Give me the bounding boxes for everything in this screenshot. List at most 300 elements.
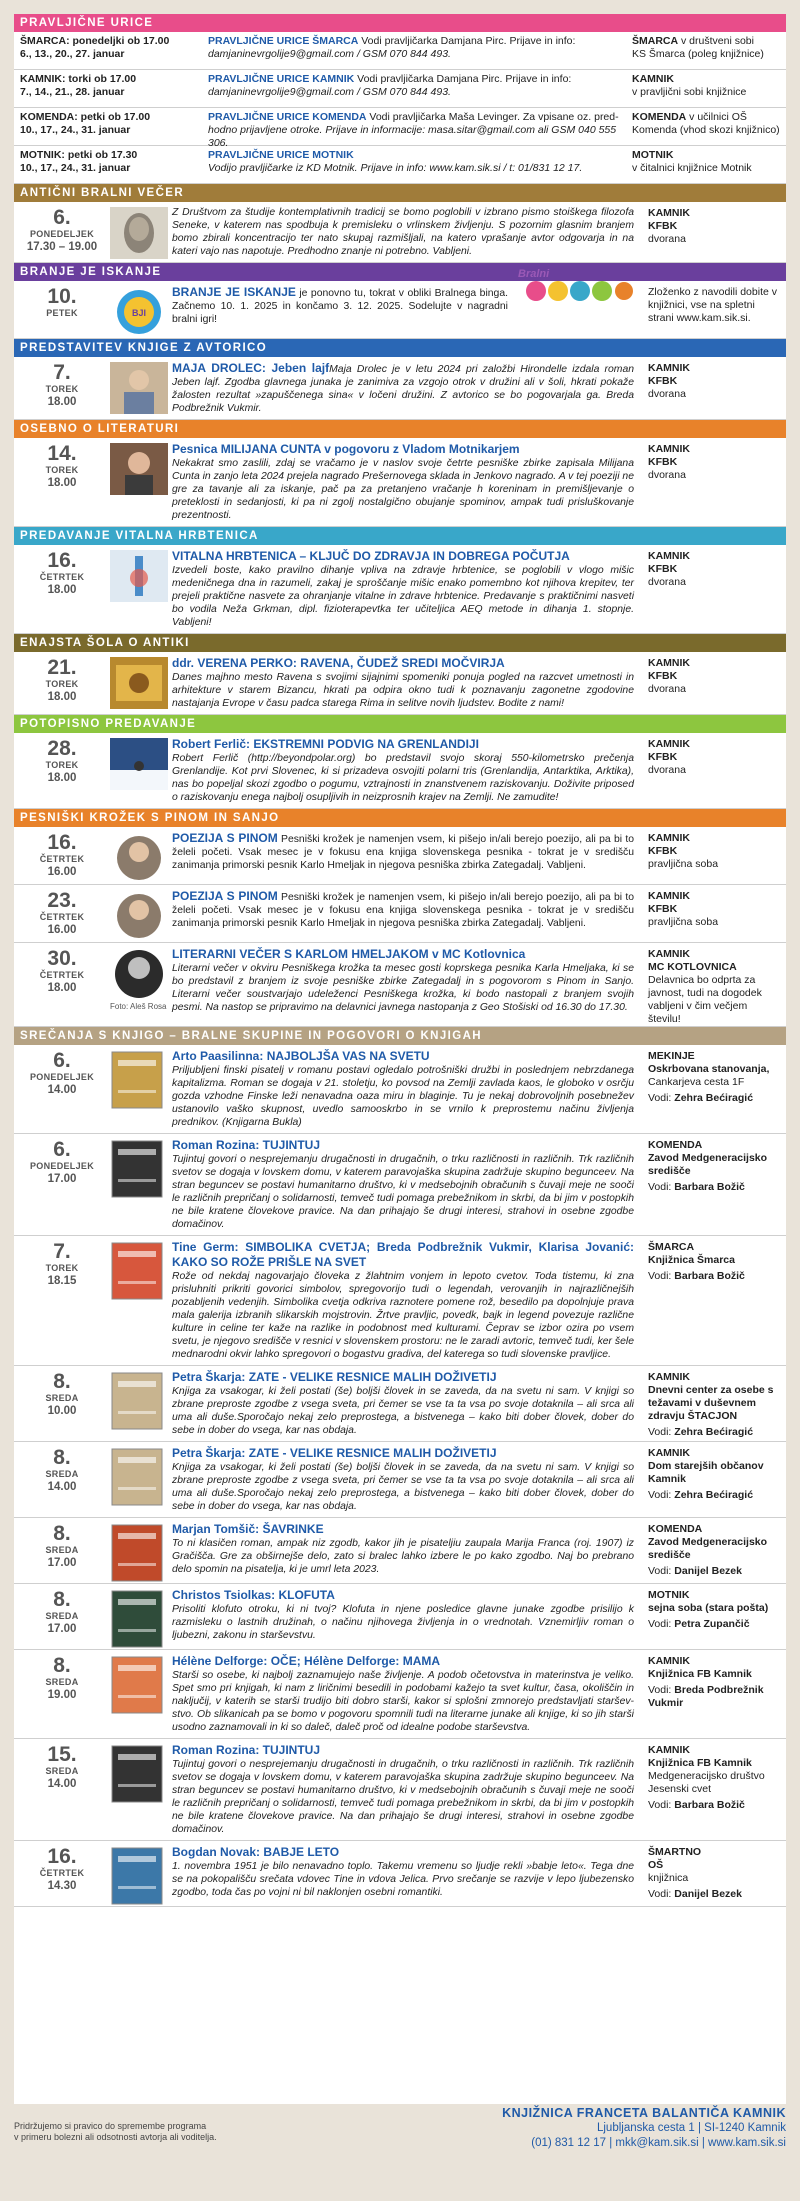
event-weekday: TOREK <box>45 384 79 394</box>
event-title[interactable]: LITERARNI VEČER S KARLOM HMELJAKOM v MC Kotlovnica <box>172 947 526 961</box>
event-time: 16.00 <box>47 866 77 878</box>
book-cover-image <box>110 1134 172 1235</box>
book-group-row <box>14 1134 786 1236</box>
event-time: 17.30 – 19.00 <box>26 241 98 253</box>
section-header-predstavitev: PREDSTAVITEV KNJIGE Z AVTORICO <box>14 339 786 357</box>
location-place: KAMNIK <box>648 738 690 750</box>
group-leader <box>648 1799 782 1812</box>
event-weekday: TOREK <box>45 679 79 689</box>
group-leader-name: Zehra Bećiragić <box>674 1489 754 1501</box>
event-day: 16. <box>47 1845 77 1868</box>
event-date <box>14 1442 110 1517</box>
location-place: KAMNIK <box>648 832 690 844</box>
urice-place-name: MOTNIK <box>632 149 674 161</box>
event-description <box>172 438 642 526</box>
event-location <box>642 1739 786 1840</box>
event-location <box>642 652 786 714</box>
event-text: Pesniški krožek je namenjen vsem, ki pišejo in/ali berejo poezijo, ali pa bi to želeli početi. Vsak mesec je v fokusu ena knjiga slovenskega pesnika - tokrat je v središču zanimanja primorski pesnik Karlo Hmeljak in njegova pesniška zbirka Zategadalj. Vabljeni. <box>172 892 635 929</box>
event-text: Nekakrat smo zaslili, zdaj se vračamo je v naslov svoje četrte pesniške zbirke zapisala Milijana Cunta in zanjo leta 2024 prejela nagrado Prešernovega sklada in Jenkovo nagrado. A v tej poeziji ne gre za tavanje ali za iskanje, pač pa za pretanjeno vračanje h koreninam in premišljevanje o preteklosti in sedanjosti, ki pa ni zgolj nostalgično obujanje spominov, ampak tudi prisluškovanje prezentnosti. <box>172 458 634 521</box>
event-location <box>642 1442 786 1517</box>
event-location <box>642 1584 786 1649</box>
location-place: KAMNIK <box>648 443 690 455</box>
urice-when-days: KOMENDA: petki ob 17.00 <box>20 111 151 123</box>
event-time: 16.00 <box>47 924 77 936</box>
location-venue: Zavod Medgeneracijsko središče <box>648 1536 768 1561</box>
event-title[interactable]: Marjan Tomšič: ŠAVRINKE <box>172 1522 324 1536</box>
location-venue: KFBK <box>648 563 678 575</box>
event-description <box>172 1739 642 1840</box>
book-cover-image <box>110 1739 172 1840</box>
svg-text:Bralni: Bralni <box>518 268 550 280</box>
section-header-enajsta: ENAJSTA ŠOLA O ANTIKI <box>14 634 786 652</box>
event-row <box>14 733 786 809</box>
event-location <box>642 1045 786 1133</box>
book-cover-image <box>110 1841 172 1906</box>
event-time: 18.00 <box>47 396 77 408</box>
urice-title: PRAVLJIČNE URICE MOTNIK <box>208 149 354 161</box>
location-place: KAMNIK <box>648 948 690 960</box>
event-text: Prisoliti klofuto otroku, ki ni tvoj? Klofuta in njene posledice glavne junake zgodbe prisilijo k razmisleku o lastnih družinah, o načinu njihovega življenja in o vrednotah. Vznemirljiv roman o ljubezni, zakonu in starševstvu. <box>172 1604 634 1641</box>
location-venue: Dom starejših občanov Kamnik <box>648 1460 764 1485</box>
urice-desc <box>208 32 626 69</box>
event-time: 14.30 <box>47 1880 77 1892</box>
event-description <box>172 1584 642 1649</box>
library-contact[interactable]: (01) 831 12 17 | mkk@kam.sik.si | www.kam.sik.si <box>531 2137 786 2149</box>
location-place: KAMNIK <box>648 362 690 374</box>
book-group-row <box>14 1650 786 1739</box>
location-venue: KFBK <box>648 751 678 763</box>
urice-place-line <box>632 35 784 48</box>
event-weekday: PETEK <box>46 308 78 318</box>
urice-place <box>626 32 786 69</box>
event-weekday: TOREK <box>45 760 79 770</box>
event-location <box>642 438 786 526</box>
urice-when-days: MOTNIK: petki ob 17.30 <box>20 149 138 161</box>
urice-desc <box>208 146 626 183</box>
urice-desc-line <box>208 73 620 86</box>
library-info <box>502 2106 786 2151</box>
urice-text: Vodi pravljičarka Maša Levinger. Za vpisane oz. pred- <box>366 111 619 123</box>
event-description <box>172 268 642 338</box>
group-leader-label: Vodi: <box>648 1092 675 1104</box>
location-venue: Zavod Medgeneracijsko središče <box>648 1152 768 1177</box>
location-place: ŠMARCA <box>648 1241 695 1253</box>
section-header-potopisno: POTOPISNO PREDAVANJE <box>14 715 786 733</box>
event-photo <box>110 943 172 1026</box>
event-date <box>14 1236 110 1365</box>
event-title[interactable]: Roman Rozina: TUJINTUJ <box>172 1743 321 1757</box>
book-cover-image <box>110 1045 172 1133</box>
event-date <box>14 438 110 526</box>
location-venue: KFBK <box>648 456 678 468</box>
section-header-branje: BRANJE JE ISKANJE <box>14 263 786 281</box>
location-venue: KFBK <box>648 220 678 232</box>
location-venue: Knjižnica Šmarca <box>648 1254 735 1266</box>
event-day: 14. <box>47 442 77 465</box>
urice-when-dates: 6., 13., 20., 27. januar <box>20 48 125 60</box>
event-description <box>172 943 642 1026</box>
group-leader <box>648 1684 782 1710</box>
event-date <box>14 281 110 338</box>
event-weekday: SREDA <box>45 1545 79 1555</box>
group-leader-name: Danijel Bezek <box>674 1565 742 1577</box>
location-place: KAMNIK <box>648 657 690 669</box>
event-location <box>642 1518 786 1583</box>
urice-when <box>14 32 208 69</box>
event-row <box>14 357 786 420</box>
event-text: Tujintuj govori o nesprejemanju drugačnosti in drugačnih, o trku različnosti in različnih. Trk različnih svetov se dogaja v lovskem domu, v katerem paravojaška skupina zadržuje skupino begunceev. Na stran beguncev se postavi humanitarno društvo, ki v medsebojnih obračunih s čuvaji meje ne sooči le različnih prepričanj o solidarnosti, temveč tudi pomaga prebežnikom in skrbi, da bi jim v postopkih ne bile kratene človekove pravice. Na dan prihajajo še drugi interesi, strahovi in osebne zgodbe domačinov. <box>172 1154 634 1230</box>
event-description <box>172 357 642 419</box>
event-photo <box>110 438 172 526</box>
event-description <box>172 885 642 942</box>
event-title[interactable]: Robert Ferlič: EKSTREMNI PODVIG NA GRENLANDIJI <box>172 737 479 751</box>
location-room: knjižnica <box>648 1872 689 1884</box>
footer-note-line1: Pridržujemo si pravico do spremembe programa <box>14 2121 207 2131</box>
urice-when <box>14 70 208 107</box>
book-cover-image <box>110 1442 172 1517</box>
group-leader <box>648 1565 782 1578</box>
group-leader-name: Zehra Bećiragić <box>674 1426 754 1438</box>
section-header-bralni-vecer: ANTIČNI BRALNI VEČER <box>14 184 786 202</box>
event-text: Pesniški krožek je namenjen vsem, ki pišejo in/ali berejo poezijo, ali pa bi to želeli početi. Vsak mesec je v fokusu ena knjiga slovenskega pesnika - tokrat je v središču zanimanja primorski pesnik Karlo Hmeljak in njegova pesniška zbirka Zategadalj. Vabljeni. <box>172 834 635 871</box>
urice-when-days: KAMNIK: torki ob 17.00 <box>20 73 137 85</box>
urice-row <box>14 70 786 108</box>
event-weekday: PONEDELJEK <box>29 1161 94 1171</box>
location-room: dvorana <box>648 576 686 588</box>
event-row <box>14 652 786 715</box>
location-room: Delavnica bo odprta za javnost, tudi na dogodek vabljeni v čim večjem številu! <box>648 974 762 1025</box>
urice-place <box>626 146 786 183</box>
event-day: 8. <box>53 1654 71 1677</box>
event-time: 19.00 <box>47 1689 77 1701</box>
svg-text:BJI: BJI <box>131 308 147 318</box>
event-text: Knjiga za vsakogar, ki želi postati (še) boljši človek in se zaveda, da na svetu ni sam. V knjigi so zbrane preproste zgodbe z vsega sveta, pri čemer se vse ta ta vsa po svoje dotaknila – ali srca ali uma ali duše.Sporočajo nekaj zelo preprostega, a bistvenega – kako biti dober človek, dober do sebe in dober do vsega, kar nas obdaja. <box>172 1386 634 1436</box>
event-location <box>642 357 786 419</box>
event-date <box>14 652 110 714</box>
event-title[interactable]: Petra Škarja: ZATE - VELIKE RESNICE MALIH DOŽIVETIJ <box>172 1446 497 1460</box>
footer-note <box>14 2121 217 2143</box>
event-day: 16. <box>47 831 77 854</box>
event-time: 18.00 <box>47 691 77 703</box>
event-day: 8. <box>53 1588 71 1611</box>
urice-place-name: KOMENDA <box>632 111 687 123</box>
urice-desc-line <box>208 35 620 48</box>
group-leader-label: Vodi: <box>648 1618 675 1630</box>
event-text: Priljubljeni finski pisatelj v romanu postavi ogledalo potrošniški družbi in poslednjem nebrzdanega kapitalizma. Roman se dogaja v 21. stoletju, ko povsod na Zemlji zavlada kaos, le globoko v osrčju gozda vzhodne Finske leži nenavadna oaza miru in blaginje. Tu je nekaj dobrovoljnih posebnežev ustanovilo vaško skupnost, uvedlo samooskrbo in se vrnilo k preprostemu načinu življenja prednikov. (Knjigarna Bukla) <box>172 1065 634 1128</box>
location-room: dvorana <box>648 683 686 695</box>
urice-place-room: v pravljični sobi knjižnice <box>632 86 747 98</box>
book-cover-image <box>110 1518 172 1583</box>
book-group-row <box>14 1584 786 1650</box>
event-title[interactable]: Hélène Delforge: OČE; Hélène Delforge: MAMA <box>172 1654 441 1668</box>
event-time: 14.00 <box>47 1084 77 1096</box>
event-date <box>14 885 110 942</box>
book-group-row <box>14 1518 786 1584</box>
group-leader-label: Vodi: <box>648 1489 675 1501</box>
event-title[interactable]: POEZIJA S PINOM <box>172 831 278 845</box>
event-title[interactable]: Tine Germ: SIMBOLIKA CVETJA; Breda Podbrežnik Vukmir, Klarisa Jovanić: KAKO SO ROŽE PRIŠLE NA SVET <box>172 1240 634 1269</box>
event-text: Tujintuj govori o nesprejemanju drugačnosti in drugačnih, o trku različnosti in različnih. Trk različnih svetov se dogaja v lovskem domu, v katerem paravojaška skupina zadržuje skupino begunceev. Na stran beguncev se postavi humanitarno društvo, ki v medsebojnih obračunih s čuvaji meje ne sooči le različnih prepričanj o solidarnosti, temveč tudi pomaga prebežnikom in skrbi, da bi jim v postopkih ne bile kratene človekove pravice. Na dan prihajajo še drugi interesi, strahovi in osebne zgodbe domačinov. <box>172 1759 634 1835</box>
event-description <box>172 827 642 884</box>
location-venue: MC KOTLOVNICA <box>648 961 737 973</box>
section-header-osebno: OSEBNO O LITERATURI <box>14 420 786 438</box>
group-leader-name: Danijel Bezek <box>674 1888 742 1900</box>
event-text: je ponovno tu, tokrat v obliki Bralnega binga. Začnemo 10. 1. 2025 in končamo 3. 12. 2025. Sodelujte v nagradni bralni igri! <box>172 288 508 325</box>
urice-place <box>626 108 786 145</box>
event-time: 18.00 <box>47 477 77 489</box>
urice-when-days: ŠMARCA: ponedeljki ob 17.00 <box>20 35 170 47</box>
event-row <box>14 438 786 527</box>
event-day: 10. <box>47 285 77 308</box>
event-row <box>14 545 786 634</box>
event-description <box>172 545 642 633</box>
event-title[interactable]: Petra Škarja: ZATE - VELIKE RESNICE MALIH DOŽIVETIJ <box>172 1370 497 1384</box>
location-place: KAMNIK <box>648 550 690 562</box>
event-text: Starši so osebe, ki najbolj zaznamujejo naše življenje. A podob očetovstva in materinstva je veliko. Spet smo pri knjigah, ki nam z liričnimi besedili in podobami kažejo ta svet kultur, časa, okoliščin in naključij, v katerih se starši trudijo biti dobro starši, kakor si splošni zmnorejo predstavljati staršev-stvo. Ob slikanicah pa se bomo v pogovoru spomnili tudi na literarne junake ali knjige, ki so jih starši usodno zaznamovali in ki so daleč, daleč proč od idealne podobe starševstva. <box>172 1670 634 1733</box>
event-weekday: ČETRTEK <box>39 572 85 582</box>
event-title[interactable]: Bogdan Novak: BABJE LETO <box>172 1845 340 1859</box>
urice-place-room: Komenda (vhod skozi knjižnico) <box>632 124 780 136</box>
event-text: Izvedeli boste, kako pravilno dihanje vpliva na zdravje hrbtenice, se poglobili v vlogo mišic medeničnega dna in razumeli, zakaj je sproščanje mišic enako pomembno kot njihova krepitev, ter prejeli praktične nasvete za ohranjanje vitalne in zdrave hrbtenice. Predavanje s praktičnimi nasveti bo vodila Neža Grkman, dipl. fizioterapevtka ter učiteljica AEQ metode in dihanja 1. stopnje. Vabljeni! <box>172 565 634 628</box>
urice-place-room: KS Šmarca (poleg knjižnice) <box>632 48 764 60</box>
urice-place-extra: v društveni sobi <box>678 35 754 47</box>
event-time: 18.00 <box>47 982 77 994</box>
event-date <box>14 943 110 1026</box>
event-day: 8. <box>53 1446 71 1469</box>
event-text: Literarni večer v okviru Pesniškega krožka ta mesec gosti koprskega pesnika Karla Hmeljaka, ki se bo predstavil z branjem iz svoje pesniške zbirke Zategadalj in s pogovorom s Pinom in Sanjo. Literarni večer soustvarjajo udeleženci Pesniškega krožka, ki bodo nastopali z branjem svojih pesmi. Na nastop se pripravimo na delavnici javnega nastopanja z Geo Stošiski od 16.30 do 17.30. <box>172 963 634 1013</box>
event-date <box>14 733 110 808</box>
book-group-row <box>14 1841 786 1907</box>
event-weekday: SREDA <box>45 1611 79 1621</box>
event-weekday: SREDA <box>45 1766 79 1776</box>
event-title[interactable]: Roman Rozina: TUJINTUJ <box>172 1138 321 1152</box>
section-header-pesniski: PESNIŠKI KROŽEK S PINOM IN SANJO <box>14 809 786 827</box>
event-description <box>172 733 642 808</box>
event-time: 17.00 <box>47 1557 77 1569</box>
location-place: ŠMARTNO <box>648 1846 702 1858</box>
event-weekday: ČETRTEK <box>39 854 85 864</box>
event-day: 7. <box>53 361 71 384</box>
book-cover-image <box>110 1584 172 1649</box>
urice-when-dates: 10., 17., 24., 31. januar <box>20 124 131 136</box>
event-title[interactable]: BRANJE JE ISKANJE <box>172 285 296 299</box>
event-title[interactable]: Arto Paasilinna: NAJBOLJŠA VAS NA SVETU <box>172 1049 430 1063</box>
event-day: 21. <box>47 656 77 679</box>
event-location <box>642 281 786 338</box>
event-date <box>14 202 110 262</box>
event-photo <box>110 827 172 884</box>
group-leader <box>648 1092 782 1105</box>
event-text: Knjiga za vsakogar, ki želi postati (še) boljši človek in se zaveda, da na svetu ni sam. V knjigi so zbrane preproste zgodbe z vsega sveta, pri čemer se vse ta ta vsa po svoje dotaknila – ali srca ali uma ali duše.Sporočajo nekaj zelo preprostega, a bistvenega – kako biti dober človek, dober do sebe in dober do vsega, kar nas obdaja. <box>172 1462 634 1512</box>
location-venue: Oskrbovana stanovanja, <box>648 1063 770 1075</box>
urice-place-line <box>632 73 784 86</box>
event-time: 14.00 <box>47 1481 77 1493</box>
event-time: 18.00 <box>47 584 77 596</box>
event-description <box>172 1236 642 1365</box>
event-day: 8. <box>53 1370 71 1393</box>
event-weekday: TOREK <box>45 465 79 475</box>
group-leader-name: Petra Zupančič <box>674 1618 750 1630</box>
event-description <box>172 1045 642 1133</box>
event-location <box>642 733 786 808</box>
location-place: KOMENDA <box>648 1139 703 1151</box>
event-title[interactable]: POEZIJA S PINOM <box>172 889 278 903</box>
event-description <box>172 1366 642 1441</box>
urice-place-line <box>632 111 784 124</box>
event-photo <box>110 885 172 942</box>
location-room: dvorana <box>648 388 686 400</box>
event-photo <box>110 357 172 419</box>
event-text: To ni klasičen roman, ampak niz zgodb, kakor jih je pisateljiu zaupala Marija Franca (roj. 1907) iz Gračišča. Gre za obširnejše delo, zato si bralec lahko izbere le po kako zgodbo. Naj bo prebrano delo spomin na pisatelja, ki je umrl leta 2023. <box>172 1538 634 1575</box>
event-text: Danes majhno mesto Ravena s svojimi sijajnimi spomeniki ponuja pogled na razcvet umetnosti in arhitekture v starem Bizancu, hkrati pa odpira okno tudi k poznavanju zagonetne zgodovine nastajanja Evrope v času padca starega Rima in selitve novih ljudstev. Bodite z nami! <box>172 672 634 709</box>
location-place: KOMENDA <box>648 1523 703 1535</box>
book-group-row <box>14 1739 786 1841</box>
location-room: dvorana <box>648 764 686 776</box>
event-title[interactable]: MAJA DROLEC: Jeben lajf <box>172 361 330 375</box>
location-venue: Dnevni center za osebe s težavami v duševnem zdravju ŠTACJON <box>648 1384 774 1422</box>
event-day: 6. <box>53 206 71 229</box>
event-row <box>14 827 786 885</box>
location-place: KAMNIK <box>648 1744 690 1756</box>
event-title[interactable]: Pesnica MILIJANA CUNTA v pogovoru z Vladom Motnikarjem <box>172 442 520 456</box>
urice-row <box>14 32 786 70</box>
group-leader-label: Vodi: <box>648 1270 675 1282</box>
event-row <box>14 202 786 263</box>
event-weekday: ČETRTEK <box>39 912 85 922</box>
urice-title: PRAVLJIČNE URICE KOMENDA <box>208 111 367 123</box>
event-time: 17.00 <box>47 1623 77 1635</box>
urice-when <box>14 146 208 183</box>
event-description <box>172 202 642 262</box>
event-text: Rože od nekdaj nagovarjajo človeka z žlahtnim vonjem in lepoto cvetov. Toda tistemu, ki zna prisluhniti prikriti govorici simbolov, spregovorijo tudi o legendah, verovanjih in najrazličnejših pozabljenih vedenjih. Simbolika cvetja odkriva raznotere pomene rož, besedilo pa dopolnjuje prava mala galerija izbranih slikarskih mojstrovin. Žrtve pravljic, povedk, bajk in legend povezuje različne kulture in celine ter kaže na razlike in podobnost med kulturami. Čeprav se izbor ozira po vsem svetu, je njegovo središče v resnici v slovenskem prostoru: ne le zaradi avtoric, temveč tudi, ker šele mednarodni okvir lahko spregovori o bogastvu gradiva, del katerega so tudi slovenske pravljice. <box>172 1271 634 1360</box>
location-place: KAMNIK <box>648 1655 690 1667</box>
event-date <box>14 827 110 884</box>
event-location <box>642 1236 786 1365</box>
event-description <box>172 652 642 714</box>
event-location <box>642 943 786 1026</box>
event-date <box>14 1045 110 1133</box>
group-leader-label: Vodi: <box>648 1684 675 1696</box>
event-time: 14.00 <box>47 1778 77 1790</box>
event-time: 10.00 <box>47 1405 77 1417</box>
location-place: KAMNIK <box>648 1447 690 1459</box>
event-date <box>14 1841 110 1906</box>
location-place: Zloženko z navodili dobite v knjižnici, vse na spletni strani www.kam.sik.si. <box>648 286 777 324</box>
event-description <box>172 1650 642 1738</box>
urice-text2: damjaninevrgolije9@gmail.com / GSM 070 844 493. <box>208 86 451 98</box>
event-title[interactable]: ddr. VERENA PERKO: RAVENA, ČUDEŽ SREDI MOČVIRJA <box>172 656 505 670</box>
book-cover-image <box>110 1650 172 1738</box>
group-leader-label: Vodi: <box>648 1799 675 1811</box>
group-leader-name: Breda Podbrežnik Vukmir <box>648 1684 764 1709</box>
event-location <box>642 202 786 262</box>
urice-when <box>14 108 208 145</box>
urice-place-room: v čitalnici knjižnice Motnik <box>632 162 752 174</box>
event-title[interactable]: VITALNA HRBTENICA – KLJUČ DO ZDRAVJA IN DOBREGA POČUTJA <box>172 549 570 563</box>
group-leader-name: Barbara Božič <box>674 1181 745 1193</box>
event-weekday: SREDA <box>45 1677 79 1687</box>
event-date <box>14 1134 110 1235</box>
group-leader-name: Barbara Božič <box>674 1270 745 1282</box>
urice-desc <box>208 108 626 149</box>
urice-text: Vodi pravljičarka Damjana Pirc. Prijave in info: <box>354 73 572 85</box>
location-place: KAMNIK <box>648 890 690 902</box>
program-sheet <box>14 14 786 2104</box>
book-group-row <box>14 1442 786 1518</box>
event-location <box>642 545 786 633</box>
urice-title: PRAVLJIČNE URICE ŠMARCA <box>208 35 359 47</box>
event-date <box>14 545 110 633</box>
event-day: 6. <box>53 1049 71 1072</box>
urice-text2: hodno prijavljene otroke. Prijave in informacije: masa.sitar@gmail.com ali GSM 040 555 306. <box>208 124 617 149</box>
event-location <box>642 1841 786 1906</box>
location-venue: Knjižnica FB Kamnik <box>648 1757 752 1769</box>
location-room: pravljična soba <box>648 858 719 870</box>
event-time: 18.00 <box>47 772 77 784</box>
location-place: KAMNIK <box>648 1371 690 1383</box>
group-leader-label: Vodi: <box>648 1426 675 1438</box>
group-leader <box>648 1888 782 1901</box>
section-header-pravljicne: PRAVLJIČNE URICE <box>14 14 786 32</box>
group-leader <box>648 1181 782 1194</box>
event-text: Robert Ferlič (http://beyondpolar.org) bo predstavil svojo skoraj 550-kilometrsko prečenja Grenlandije. Kot prvi Slovenec, ki si prizadeva osvojiti polarni tris (Grenlandija, Antarktika, Arktika), nas bo popeljal skozi zgodbo o pogumu, vztrajnosti in znanstvenem raziskovanju. Doživite priposed o raziskovanju enega najbolj osupljivih in neizprosnih krajev na Zemlji. Ne zamudite! <box>172 753 634 803</box>
event-title[interactable]: Christos Tsiolkas: KLOFUTA <box>172 1588 335 1602</box>
event-location <box>642 1366 786 1441</box>
event-day: 6. <box>53 1138 71 1161</box>
location-place: MOTNIK <box>648 1589 690 1601</box>
group-leader <box>648 1618 782 1631</box>
urice-text2: Vodijo pravljičarke iz KD Motnik. Prijave in info: www.kam.sik.si / t: 01/831 12 17. <box>208 162 583 174</box>
book-cover-image <box>110 1236 172 1365</box>
event-day: 30. <box>47 947 77 970</box>
urice-row <box>14 108 786 149</box>
event-row <box>14 885 786 943</box>
urice-desc-line <box>208 149 620 162</box>
book-group-row <box>14 1045 786 1134</box>
event-photo <box>110 733 172 808</box>
photo-credit: Foto: Aleš Rosa <box>110 1002 167 1011</box>
location-place: MEKINJE <box>648 1050 695 1062</box>
group-leader-name: Barbara Božič <box>674 1799 745 1811</box>
location-place: KAMNIK <box>648 207 690 219</box>
location-venue: OŠ <box>648 1859 664 1871</box>
location-room: dvorana <box>648 233 686 245</box>
location-venue: KFBK <box>648 670 678 682</box>
event-text: Maja Drolec je v letu 2024 pri založbi Hirondelle izdala roman Jeben lajf. Zgodba glavnega junaka je zanimiva za vzgojo otrok v družini ali v šoli, hkrati pokaže žalosten rezultat »zapuščenega sina« v ločeni družini. Z avtorico se bo pogovarjala ga. Breda Podbrežnik Vukmir. <box>172 364 635 414</box>
location-venue: KFBK <box>648 903 678 915</box>
event-location <box>642 1650 786 1738</box>
event-day: 8. <box>53 1522 71 1545</box>
library-address: Ljubljanska cesta 1 | SI-1240 Kamnik <box>596 2122 786 2134</box>
urice-title: PRAVLJIČNE URICE KAMNIK <box>208 73 355 85</box>
event-date <box>14 1366 110 1441</box>
event-weekday: PONEDELJEK <box>29 229 94 239</box>
urice-place-line <box>632 149 784 162</box>
event-description <box>172 1442 642 1517</box>
event-date <box>14 1584 110 1649</box>
group-leader <box>648 1426 782 1439</box>
group-leader-label: Vodi: <box>648 1565 675 1577</box>
event-description <box>172 1841 642 1906</box>
location-venue: KFBK <box>648 375 678 387</box>
urice-place-name: KAMNIK <box>632 73 674 85</box>
event-location <box>642 885 786 942</box>
event-time: 18.15 <box>47 1275 77 1287</box>
section-header-srecanja: SREČANJA S KNJIGO – BRALNE SKUPINE IN POGOVORI O KNJIGAH <box>14 1027 786 1045</box>
event-date <box>14 1739 110 1840</box>
urice-desc-line <box>208 111 620 124</box>
bralni-bingo-logo <box>514 263 634 303</box>
